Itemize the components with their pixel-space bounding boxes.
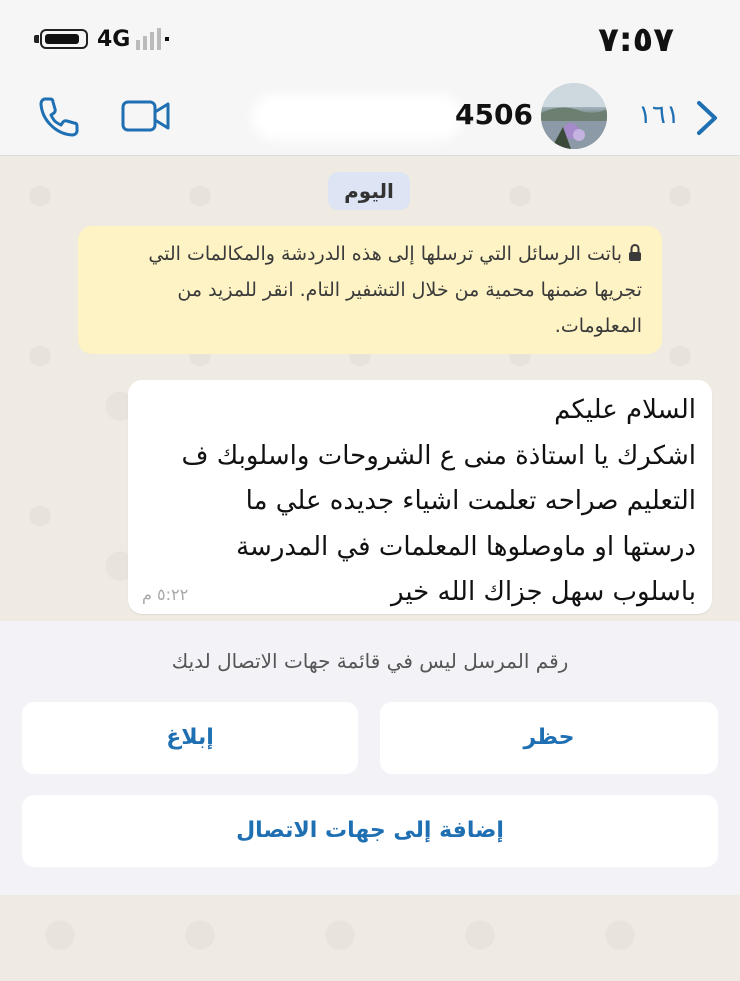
message-text bbox=[140, 388, 696, 616]
message-line: التعليم صراحه تعلمت اشياء جديده علي ما bbox=[245, 486, 696, 516]
battery-icon bbox=[40, 29, 88, 49]
unknown-sender-notice: رقم المرسل ليس في قائمة جهات الاتصال لديك bbox=[171, 649, 569, 673]
chat-header bbox=[0, 80, 740, 156]
encryption-notice-text: باتت الرسائل التي ترسلها إلى هذه الدردشة والمكالمات التي تجريها ضمنها محمية من خلال التشفير التام. انقر للمزيد من المعلومات. bbox=[148, 243, 642, 337]
chevron-right-icon[interactable] bbox=[694, 98, 720, 138]
status-bar bbox=[0, 0, 740, 80]
message-timestamp: ٥:٢٢ م bbox=[142, 585, 189, 604]
report-button[interactable]: إبلاغ bbox=[22, 702, 358, 774]
message-line: السلام عليكم bbox=[554, 395, 696, 425]
signal-icon bbox=[136, 28, 170, 50]
avatar-photo bbox=[541, 83, 607, 149]
lock-icon bbox=[628, 244, 642, 262]
message-line: باسلوب سهل جزاك الله خير bbox=[390, 577, 696, 607]
chat-wallpaper-bottom bbox=[0, 895, 740, 981]
contact-number[interactable]: 4506 bbox=[455, 98, 533, 131]
message-line: درستها او ماوصلوها المعلمات في المدرسة bbox=[236, 531, 696, 562]
network-type: 4G bbox=[97, 27, 131, 52]
block-button[interactable]: حظر bbox=[380, 702, 718, 774]
video-camera-icon[interactable] bbox=[120, 96, 172, 136]
back-unread-count[interactable]: ١٦١ bbox=[638, 100, 680, 130]
message-bubble[interactable] bbox=[128, 380, 712, 614]
unknown-sender-panel bbox=[0, 621, 740, 895]
status-clock: ٧:٥٧ bbox=[598, 20, 674, 60]
contact-name-redacted[interactable] bbox=[262, 104, 452, 130]
battery-tip bbox=[34, 35, 39, 43]
battery-level bbox=[45, 34, 79, 44]
add-to-contacts-button[interactable]: إضافة إلى جهات الاتصال bbox=[22, 795, 718, 867]
avatar[interactable] bbox=[541, 83, 607, 149]
phone-icon[interactable] bbox=[36, 94, 82, 140]
chat-area[interactable] bbox=[0, 156, 740, 621]
message-line: اشكرك يا استاذة منى ع الشروحات واسلوبك ف bbox=[181, 440, 696, 471]
date-chip: اليوم bbox=[328, 172, 410, 210]
encryption-notice[interactable] bbox=[78, 226, 662, 354]
